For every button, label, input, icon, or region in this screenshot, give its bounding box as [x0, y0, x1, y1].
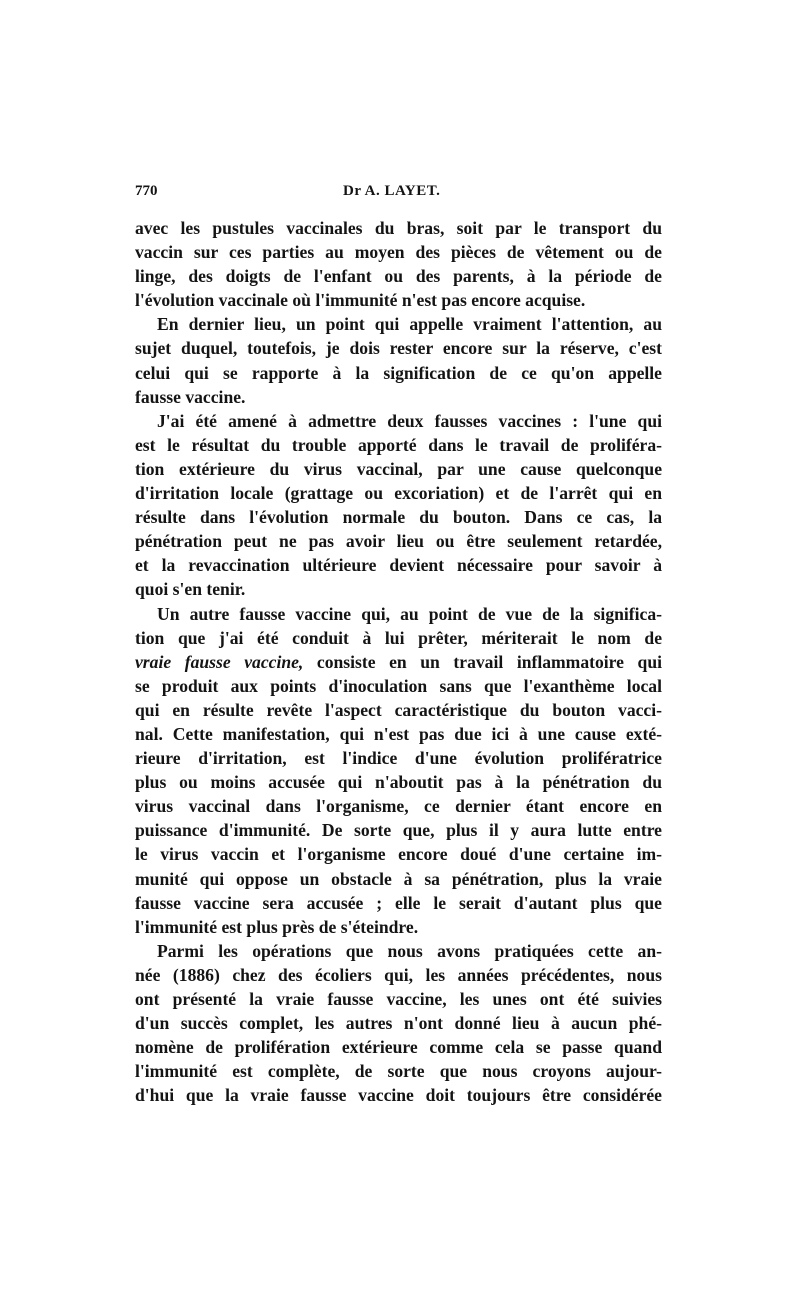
text-line: née (1886) chez des écoliers qui, les années précédentes, nous [135, 964, 662, 985]
text-line: En dernier lieu, un point qui appelle vraiment l'attention, au [157, 314, 662, 335]
text-line: tion extérieure du virus vaccinal, par une cause quelconque [135, 458, 662, 479]
text-line: Parmi les opérations que nous avons pratiquées cette an- [157, 940, 662, 961]
body-text [135, 216, 662, 1107]
text-line-italic-start [135, 650, 662, 674]
text-line: J'ai été amené à admettre deux fausses vaccines : l'une qui [157, 410, 662, 431]
text-line: le virus vaccin et l'organisme encore doué d'une certaine im- [135, 844, 662, 865]
text-line: fausse vaccine. [135, 386, 246, 407]
text-line: l'évolution vaccinale où l'immunité n'est pas encore acquise. [135, 290, 586, 311]
text-line: d'un succès complet, les autres n'ont donné lieu à aucun phé- [135, 1013, 662, 1034]
text-line: résulte dans l'évolution normale du bouton. Dans ce cas, la [135, 507, 662, 528]
text-line: fausse vaccine sera accusée ; elle le serait d'autant plus que [135, 892, 662, 913]
running-title: Dr A. LAYET. [343, 183, 441, 199]
text-line: virus vaccinal dans l'organisme, ce dernier étant encore en [135, 796, 662, 817]
text-line: sujet duquel, toutefois, je dois rester encore sur la réserve, c'est [135, 338, 662, 359]
text-line: pénétration peut ne pas avoir lieu ou être seulement retardée, [135, 531, 662, 552]
text-line: celui qui se rapporte à la signification de ce qu'on appelle [135, 362, 662, 383]
text-line: quoi s'en tenir. [135, 579, 246, 600]
text-line: l'immunité est complète, de sorte que nous croyons aujour- [135, 1061, 662, 1082]
italic-term: vraie fausse vaccine, [135, 651, 304, 672]
text-line: rieure d'irritation, est l'indice d'une évolution prolifératrice [135, 748, 662, 769]
text-line: l'immunité est plus près de s'éteindre. [135, 916, 419, 937]
text-line: puissance d'immunité. De sorte que, plus il y aura lutte entre [135, 820, 662, 841]
text-line: est le résultat du trouble apporté dans le travail de proliféra- [135, 434, 662, 455]
text-line: avec les pustules vaccinales du bras, soit par le transport du [135, 218, 662, 238]
text-line: vaccin sur ces parties au moyen des pièces de vêtement ou de [135, 242, 662, 263]
text-line: et la revaccination ultérieure devient nécessaire pour savoir à [135, 555, 662, 576]
text-line: nal. Cette manifestation, qui n'est pas due ici à une cause exté- [135, 723, 662, 744]
text-line: qui en résulte revête l'aspect caractéristique du bouton vacci- [135, 699, 662, 720]
page-number: 770 [135, 183, 158, 199]
text-line: d'hui que la vraie fausse vaccine doit toujours être considérée [135, 1085, 662, 1106]
text-line: munité qui oppose un obstacle à sa pénétration, plus la vraie [135, 868, 662, 889]
text-line: plus ou moins accusée qui n'aboutit pas à la pénétration du [135, 772, 662, 793]
text-line: d'irritation locale (grattage ou excoriation) et de l'arrêt qui en [135, 483, 662, 504]
text-line: tion que j'ai été conduit à lui prêter, mériterait le nom de [135, 627, 662, 648]
line-remainder: consiste en un travail inflammatoire qui [303, 651, 662, 672]
text-line: nomène de prolifération extérieure comme cela se passe quand [135, 1037, 662, 1058]
text-line: linge, des doigts de l'enfant ou des parents, à la période de [135, 266, 662, 287]
text-line: ont présenté la vraie fausse vaccine, les unes ont été suivies [135, 989, 662, 1009]
running-head [135, 183, 662, 207]
text-line: Un autre fausse vaccine qui, au point de vue de la significa- [157, 603, 662, 624]
text-line: se produit aux points d'inoculation sans que l'exanthème local [135, 675, 662, 696]
